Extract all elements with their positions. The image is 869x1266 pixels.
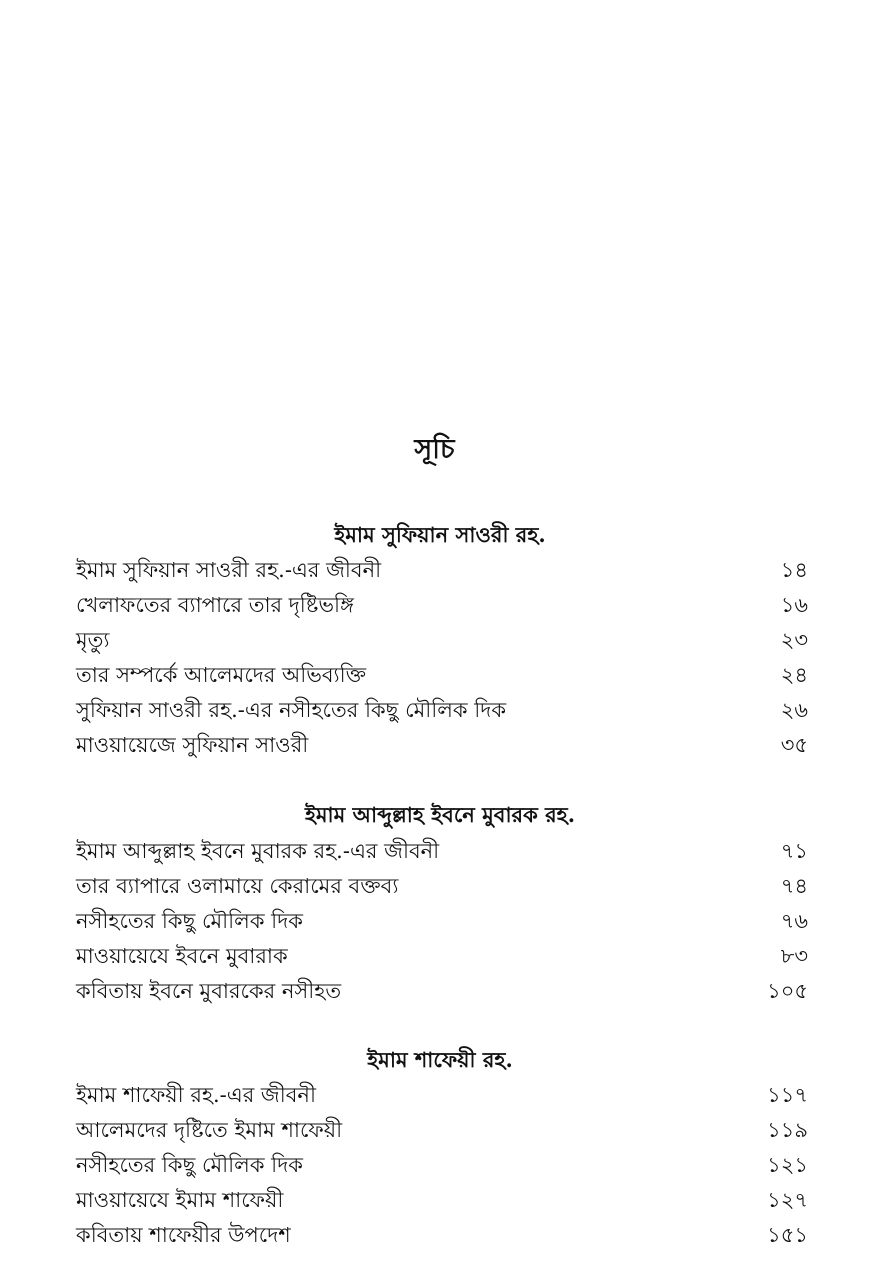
toc-entry-page: ১২১ — [767, 1153, 808, 1177]
toc-entry — [76, 553, 808, 588]
toc-entry — [76, 693, 808, 728]
toc-entry — [76, 1148, 808, 1183]
toc-entry-title: নসীহতের কিছু মৌলিক দিক — [76, 909, 303, 933]
toc-entry-title: মাওয়ায়েজে সুফিয়ান সাওরী — [76, 733, 309, 757]
toc-entry-page: ১৫১ — [767, 1223, 808, 1247]
section-heading: ইমাম আব্দুল্লাহ ইবনে মুবারক রহ. — [304, 802, 576, 827]
toc-entry-title: সুফিয়ান সাওরী রহ.-এর নসীহতের কিছু মৌলিক দিক — [76, 698, 507, 722]
section-heading: ইমাম সুফিয়ান সাওরী রহ. — [334, 522, 546, 547]
toc-entry-title: মৃত্যু — [76, 628, 110, 652]
toc-entry-page: ১১৭ — [767, 1083, 808, 1107]
toc-entry-title: আলেমদের দৃষ্টিতে ইমাম শাফেয়ী — [76, 1118, 343, 1142]
section-heading: ইমাম শাফেয়ী রহ. — [367, 1047, 513, 1072]
toc-entry — [76, 658, 808, 693]
toc-entry-page: ৭৬ — [780, 909, 808, 933]
toc-entry-page: ২৩ — [780, 628, 808, 652]
toc-entry-page: ২৪ — [780, 663, 808, 687]
toc-entry — [76, 939, 808, 974]
toc-entry-page: ১০৫ — [767, 979, 808, 1003]
toc-entry-title: নসীহতের কিছু মৌলিক দিক — [76, 1153, 303, 1177]
toc-entry-title: মাওয়ায়েযে ইমাম শাফেয়ী — [76, 1188, 284, 1212]
toc-entry-page: ৭১ — [780, 839, 808, 863]
toc-entry — [76, 869, 808, 904]
toc-entry-title: মাওয়ায়েযে ইবনে মুবারাক — [76, 944, 288, 968]
toc-entry-page: ১৪ — [780, 558, 808, 582]
toc-entry — [76, 588, 808, 623]
toc-entry — [76, 728, 808, 763]
toc-entry-title: ইমাম সুফিয়ান সাওরী রহ.-এর জীবনী — [76, 558, 382, 582]
toc-entry-title: ইমাম আব্দুল্লাহ ইবনে মুবারক রহ.-এর জীবনী — [76, 839, 440, 863]
toc-entry — [76, 1218, 808, 1253]
toc-entry-title: খেলাফতের ব্যাপারে তার দৃষ্টিভঙ্গি — [76, 593, 354, 617]
toc-entry-page: ৭৪ — [780, 874, 808, 898]
toc-entry-title: কবিতায় শাফেয়ীর উপদেশ — [76, 1223, 291, 1247]
toc-entry-page: ১১৯ — [767, 1118, 808, 1142]
toc-entry-page: ২৬ — [780, 698, 808, 722]
toc-entry-title: কবিতায় ইবনে মুবারকের নসীহত — [76, 979, 342, 1003]
toc-entry-page: ৩৫ — [780, 733, 808, 757]
toc-entry — [76, 1078, 808, 1113]
page-title: সূচি — [414, 434, 455, 465]
toc-entry — [76, 1113, 808, 1148]
toc-entry — [76, 974, 808, 1009]
toc-entry-title: তার ব্যাপারে ওলামায়ে কেরামের বক্তব্য — [76, 874, 399, 898]
toc-entry — [76, 1183, 808, 1218]
toc-entry — [76, 623, 808, 658]
toc-entry-title: তার সম্পর্কে আলেমদের অভিব্যক্তি — [76, 663, 367, 687]
toc-entry-page: ৮৩ — [780, 944, 808, 968]
toc-entry — [76, 834, 808, 869]
toc-entry-page: ১৬ — [780, 593, 808, 617]
toc-entry-title: ইমাম শাফেয়ী রহ.-এর জীবনী — [76, 1083, 316, 1107]
toc-entry-page: ১২৭ — [767, 1188, 808, 1212]
toc-entry — [76, 904, 808, 939]
